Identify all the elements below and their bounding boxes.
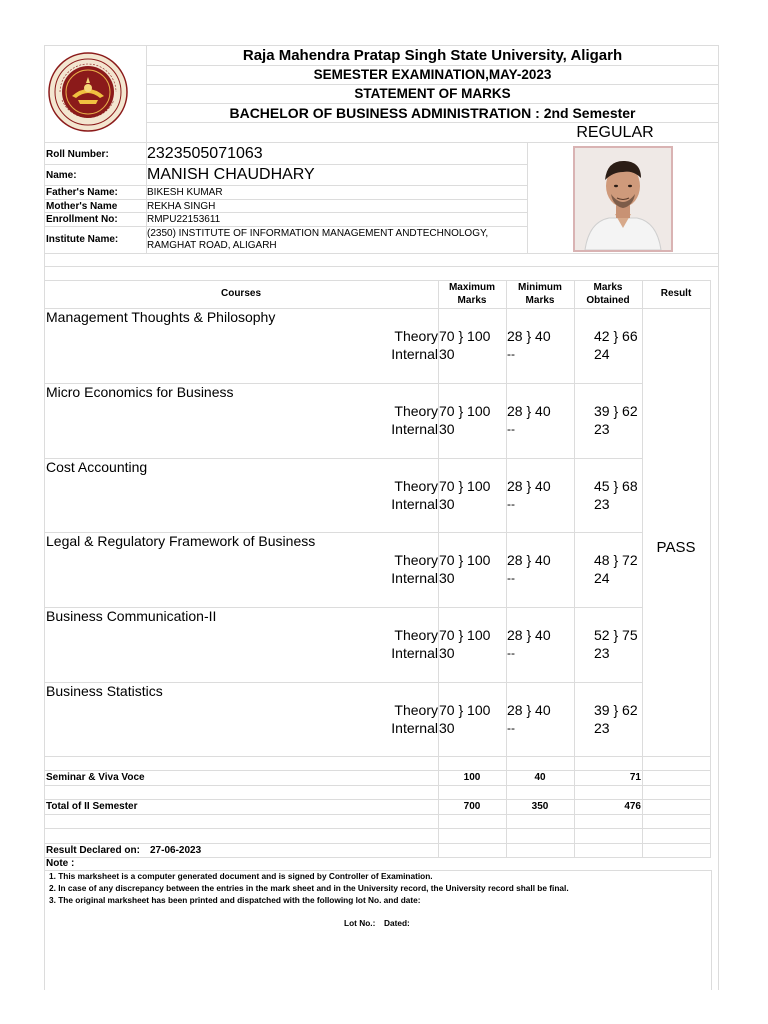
university-name: Raja Mahendra Pratap Singh State University, Aligarh: [242, 47, 623, 64]
internal-label: Internal: [391, 645, 438, 661]
col-obt-line1: Marks: [593, 282, 623, 293]
internal-label: Internal: [391, 720, 438, 736]
col-max-line1: Maximum: [448, 282, 496, 293]
statement-title: STATEMENT OF MARKS: [354, 86, 511, 101]
seminar-max: 100: [463, 772, 481, 783]
obt-theory: 39 } 62: [594, 403, 638, 419]
col-obt-line2: Obtained: [586, 295, 630, 306]
internal-label: Internal: [391, 346, 438, 362]
min-theory: 28 } 40: [507, 403, 551, 419]
min-theory: 28 } 40: [507, 478, 551, 494]
max-theory: 70 } 100: [439, 627, 491, 643]
min-theory: 28 } 40: [507, 702, 551, 718]
theory-label: Theory: [394, 328, 438, 344]
course-name: Legal & Regulatory Framework of Business: [46, 533, 316, 549]
theory-label: Theory: [394, 403, 438, 419]
max-theory: 70 } 100: [439, 403, 491, 419]
max-theory: 70 } 100: [439, 478, 491, 494]
roll-number: 2323505071063: [147, 145, 263, 162]
min-internal: --: [507, 721, 515, 735]
obt-internal: 23: [594, 720, 610, 736]
note-item: 1. This marksheet is a computer generated document and is signed by Controller of Examination.: [49, 871, 433, 881]
institute-line-1: (2350) INSTITUTE OF INFORMATION MANAGEMENT ANDTECHNOLOGY,: [147, 228, 489, 239]
course-name: Micro Economics for Business: [46, 384, 234, 400]
name-label: Name:: [46, 170, 77, 181]
internal-label: Internal: [391, 421, 438, 437]
seminar-label: Seminar & Viva Voce: [46, 772, 145, 783]
institute-line-2: RAMGHAT ROAD, ALIGARH: [147, 240, 277, 251]
theory-label: Theory: [394, 552, 438, 568]
col-min-line1: Minimum: [518, 282, 562, 293]
min-theory: 28 } 40: [507, 627, 551, 643]
max-theory: 70 } 100: [439, 328, 491, 344]
father-name: BIKESH KUMAR: [147, 187, 223, 198]
note-item: 3. The original marksheet has been printed and dispatched with the following lot No. and date:: [49, 895, 421, 905]
obt-internal: 24: [594, 346, 610, 362]
max-theory: 70 } 100: [439, 552, 491, 568]
max-internal: 30: [439, 720, 455, 736]
seminar-min: 40: [534, 772, 546, 783]
max-internal: 30: [439, 421, 455, 437]
min-internal: --: [507, 422, 515, 436]
col-max-line2: Marks: [457, 295, 487, 306]
course-name: Business Communication-II: [46, 608, 217, 624]
father-label: Father's Name:: [46, 187, 118, 198]
theory-label: Theory: [394, 627, 438, 643]
course-name: Business Statistics: [46, 683, 163, 699]
note-item: 2. In case of any discrepancy between the entries in the mark sheet and in the University record, the University record shall be final.: [49, 883, 569, 893]
internal-label: Internal: [391, 570, 438, 586]
min-internal: --: [507, 497, 515, 511]
obt-internal: 24: [594, 570, 610, 586]
status-regular: REGULAR: [576, 124, 654, 141]
obt-theory: 42 } 66: [594, 328, 638, 344]
col-result: Result: [660, 288, 692, 299]
university-seal-logo: [48, 52, 128, 132]
obt-internal: 23: [594, 421, 610, 437]
student-name: MANISH CHAUDHARY: [147, 166, 315, 183]
min-theory: 28 } 40: [507, 552, 551, 568]
max-internal: 30: [439, 570, 455, 586]
mother-name: REKHA SINGH: [147, 201, 216, 212]
theory-label: Theory: [394, 702, 438, 718]
min-internal: --: [507, 347, 515, 361]
total-label: Total of II Semester: [46, 801, 138, 812]
obt-theory: 39 } 62: [594, 702, 638, 718]
obt-theory: 52 } 75: [594, 627, 638, 643]
theory-label: Theory: [394, 478, 438, 494]
obt-theory: 48 } 72: [594, 552, 638, 568]
roll-label: Roll Number:: [46, 149, 109, 160]
student-photo: [573, 146, 673, 252]
enrollment-number: RMPU22153611: [147, 214, 221, 225]
declared-date: 27-06-2023: [150, 845, 202, 856]
total-min: 350: [531, 801, 549, 812]
result-value: PASS: [656, 539, 696, 556]
program-title: BACHELOR OF BUSINESS ADMINISTRATION : 2nd Semester: [229, 105, 636, 121]
max-internal: 30: [439, 346, 455, 362]
seminar-obtained: 71: [629, 772, 641, 783]
obt-internal: 23: [594, 645, 610, 661]
max-internal: 30: [439, 645, 455, 661]
col-min-line2: Marks: [525, 295, 555, 306]
total-obtained: 476: [624, 801, 641, 812]
course-name: Management Thoughts & Philosophy: [46, 309, 276, 325]
min-theory: 28 } 40: [507, 328, 551, 344]
note-label: Note :: [46, 858, 75, 869]
obt-internal: 23: [594, 496, 610, 512]
mother-label: Mother's Name: [46, 201, 118, 212]
total-max: 700: [463, 801, 481, 812]
institute-label: Institute Name:: [46, 234, 119, 245]
min-internal: --: [507, 646, 515, 660]
dated-label: Dated:: [384, 918, 410, 928]
col-courses: Courses: [220, 288, 261, 299]
max-internal: 30: [439, 496, 455, 512]
min-internal: --: [507, 571, 515, 585]
max-theory: 70 } 100: [439, 702, 491, 718]
declared-label: Result Declared on:: [46, 845, 140, 856]
obt-theory: 45 } 68: [594, 478, 638, 494]
enroll-label: Enrollment No:: [46, 214, 118, 225]
lot-label: Lot No.:: [344, 918, 376, 928]
internal-label: Internal: [391, 496, 438, 512]
course-name: Cost Accounting: [46, 459, 148, 475]
exam-title: SEMESTER EXAMINATION,MAY-2023: [313, 67, 552, 82]
